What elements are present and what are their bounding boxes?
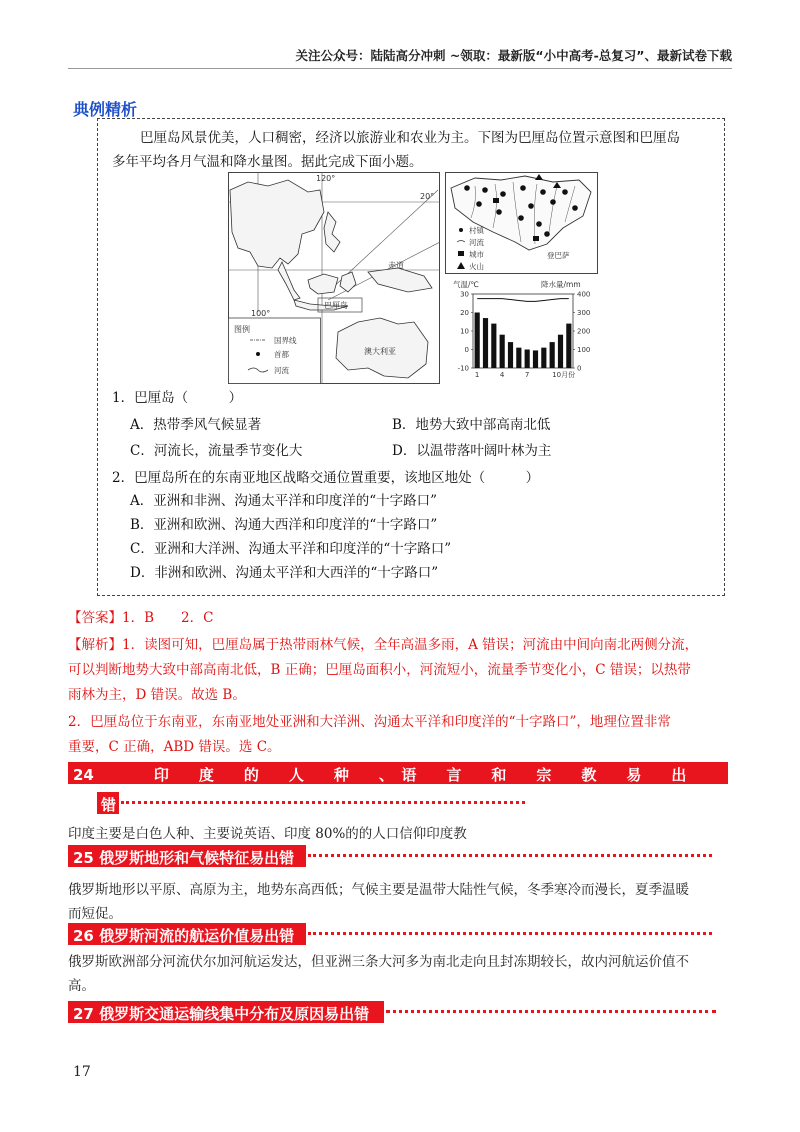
s25-body-2: 而短促。 — [68, 906, 122, 922]
analysis-line-3: 雨林为主，D 错误。故选 B。 — [68, 687, 246, 703]
q1-stem: 1．巴厘岛（ ） — [112, 390, 243, 406]
s26-body-2: 高。 — [68, 978, 95, 994]
s25-dots — [308, 854, 712, 857]
bali-inset-map — [445, 172, 598, 274]
y-left-tick-label: 10 — [460, 327, 469, 336]
s26-dots — [308, 932, 712, 935]
s26-body-1: 俄罗斯欧洲部分河流伏尔加河航运发达，但亚洲三条大河多为南北走向且封冻期较长，故内河航运价值不 — [68, 954, 689, 970]
chart-ylabel-right: 降水量/mm — [541, 280, 581, 289]
precipitation-bar — [483, 318, 488, 368]
y-right-tick-label: 100 — [577, 346, 591, 354]
q2-option-c: C．亚洲和大洋洲、沟通太平洋和印度洋的“十字路口” — [130, 541, 452, 557]
legend-river: 河流 — [274, 366, 289, 375]
page-header: 关注公众号：陆陆高分冲刺 ~领取：最新版“小中高考-总复习”、最新试卷下载 — [295, 48, 732, 63]
precipitation-bar — [491, 324, 496, 368]
inset-denpasar-label: 登巴萨 — [547, 251, 570, 260]
precipitation-bar — [525, 350, 530, 369]
y-left-tick-label: 30 — [460, 290, 469, 299]
s24-dots — [121, 801, 525, 804]
chart-ylabel-left: 气温/℃ — [453, 280, 479, 289]
y-right-tick-label: 0 — [577, 364, 582, 373]
s27-dots — [386, 1010, 716, 1013]
precipitation-bar — [566, 324, 571, 368]
analysis-line-4: 2．巴厘岛位于东南亚，东南亚地处亚洲和大洋洲、沟通太平洋和印度洋的“十字路口”，地理位置非常 — [68, 714, 671, 730]
q1-option-d: D．以温带落叶阔叶林为主 — [392, 443, 552, 459]
x-tick-label: 7 — [524, 371, 530, 379]
inset-legend-town: 村镇 — [469, 226, 484, 235]
q2-option-a: A．亚洲和非洲、沟通太平洋和印度洋的“十字路口” — [130, 493, 438, 509]
analysis-line-2: 可以判断地势大致中部高南北低，B 正确；巴厘岛面积小，河流短小，流量季节变化小，C 错误；以热带 — [68, 662, 691, 678]
x-tick-label: 4 — [499, 371, 505, 379]
s24-title-line1: 24 印 度 的 人 种 、 语 言 和 宗 教 易 出 — [73, 766, 687, 784]
precipitation-bar — [558, 335, 563, 368]
y-right-tick-label: 400 — [577, 290, 591, 299]
q1-option-c: C．河流长，流量季节变化大 — [130, 443, 303, 459]
precipitation-bar — [533, 350, 538, 368]
precipitation-bar — [541, 348, 546, 368]
s24-body: 印度主要是白色人种、主要说英语、印度 80%的的人口信仰印度教 — [68, 826, 467, 842]
y-left-tick-label: -10 — [457, 364, 469, 373]
page-number: 17 — [73, 1064, 91, 1080]
y-left-tick-label: 20 — [460, 309, 469, 317]
s27-title: 27 俄罗斯交通运输线集中分布及原因易出错 — [73, 1005, 370, 1023]
y-right-tick-label: 200 — [577, 327, 591, 336]
australia-label: 澳大利亚 — [364, 347, 396, 356]
q2-option-d: D．非洲和欧洲、沟通太平洋和大西洋的“十字路口” — [130, 565, 439, 581]
climate-chart — [445, 276, 598, 386]
q1-option-a: A．热带季风气候显著 — [130, 417, 262, 433]
s26-title: 26 俄罗斯河流的航运价值易出错 — [73, 927, 295, 945]
lon-100-label: 100° — [251, 309, 271, 318]
x-tick-label: 10月份 — [552, 371, 576, 379]
y-right-tick-label: 300 — [577, 309, 591, 317]
y-left-tick-label: 0 — [464, 346, 469, 354]
intro-line-1: 巴厘岛风景优美，人口稠密，经济以旅游业和农业为主。下图为巴厘岛位置示意图和巴厘岛 — [140, 130, 680, 146]
precipitation-bar — [500, 335, 505, 368]
s24-title-line2: 错 — [101, 796, 117, 814]
q2-stem: 2．巴厘岛所在的东南亚地区战略交通位置重要，该地区地处（ ） — [112, 470, 540, 486]
lon-120-label: 120° — [316, 174, 336, 183]
x-tick-label: 1 — [474, 371, 480, 379]
header-rule — [68, 68, 732, 69]
precipitation-bar — [475, 313, 480, 369]
analysis-line-1: 【解析】1．读图可知，巴厘岛属于热带雨林气候，全年高温多雨，A 错误；河流由中间向南北两侧分流， — [68, 637, 699, 653]
precipitation-bar — [550, 342, 555, 368]
section-title: 典例精析 — [73, 100, 138, 119]
analysis-line-5: 重要，C 正确，ABD 错误。选 C。 — [68, 739, 281, 755]
s25-title: 25 俄罗斯地形和气候特征易出错 — [73, 849, 295, 867]
inset-legend-river: 河流 — [469, 238, 484, 247]
legend-capital: 首都 — [274, 350, 289, 359]
lat-20-label: 20° — [420, 192, 435, 201]
legend-title: 图例 — [234, 325, 250, 334]
answer: 【答案】1．B 2．C — [68, 610, 214, 626]
legend-border: 国界线 — [274, 336, 297, 345]
inset-legend-city: 城市 — [469, 250, 484, 259]
s25-body-1: 俄罗斯地形以平原、高原为主，地势东高西低；气候主要是温带大陆性气候，冬季寒冷而漫长，夏季温暖 — [68, 882, 689, 898]
precipitation-bar — [508, 342, 513, 368]
precipitation-bar — [516, 348, 521, 368]
intro-line-2: 多年平均各月气温和降水量图。据此完成下面小题。 — [112, 154, 423, 170]
q1-option-b: B．地势大致中部高南北低 — [392, 417, 551, 433]
inset-legend-volcano: 火山 — [469, 262, 484, 271]
q2-option-b: B．亚洲和欧洲、沟通大西洋和印度洋的“十字路口” — [130, 517, 438, 533]
equator-label: 赤道 — [388, 261, 404, 270]
bali-location-map — [228, 172, 440, 384]
bali-label: 巴厘岛 — [324, 301, 348, 310]
